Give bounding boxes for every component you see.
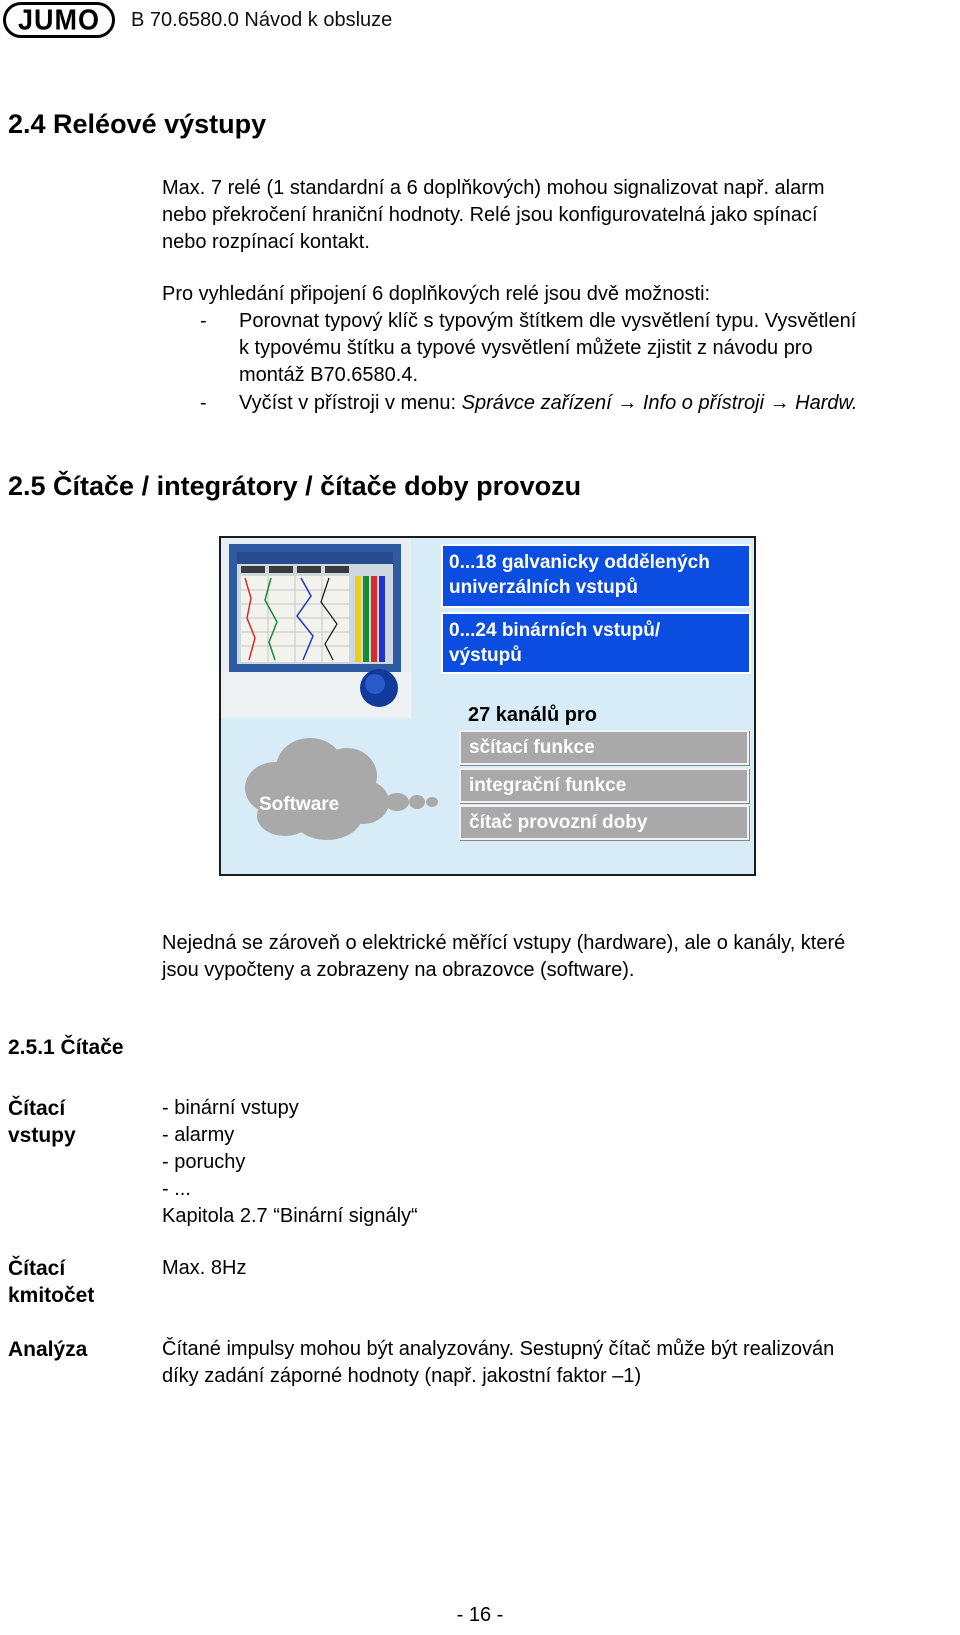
paragraph-line: nebo rozpínací kontakt. [162, 231, 370, 253]
label-line: Analýza [8, 1338, 88, 1361]
function-box-integration: integrační funkce [459, 768, 749, 803]
relay-description-paragraph [162, 175, 960, 256]
bullet-line: k typovému štítku a typové vysvětlení můžete zjistit z návodu pro [239, 337, 813, 359]
box-line: výstupů [449, 645, 522, 666]
value-counting-frequency [162, 1255, 960, 1282]
value-line: - ... [162, 1178, 191, 1200]
label-line: Čítací [8, 1097, 66, 1120]
binary-io-box [441, 612, 751, 674]
paragraph-line: Pro vyhledání připojení 6 doplňkových relé jsou dvě možnosti: [162, 283, 711, 305]
value-line: Max. 8Hz [162, 1257, 247, 1279]
label-counting-inputs [8, 1095, 76, 1149]
option-bullet-2 [200, 390, 960, 417]
option-bullet-1 [200, 308, 960, 389]
bullet-prefix: Vyčíst v přístroji v menu: [239, 392, 462, 414]
recorder-device-image [221, 538, 411, 718]
analog-inputs-box [441, 544, 751, 608]
menu-path-item: Správce zařízení [461, 392, 612, 414]
menu-path-item: Info o přístroji [642, 392, 765, 414]
bullet-dash: - [200, 310, 207, 332]
value-line: díky zadání záporné hodnoty (např. jakostní faktor –1) [162, 1365, 642, 1387]
function-box-operating-time: čítač provozní doby [459, 805, 749, 840]
box-line: 0...18 galvanicky oddělených [449, 552, 710, 573]
software-cloud-icon [235, 728, 455, 848]
bullet-line: montáž B70.6580.4. [239, 364, 419, 386]
paragraph-line: Nejedná se zároveň o elektrické měřící vstupy (hardware), ale o kanály, které [162, 932, 846, 954]
value-line: - poruchy [162, 1151, 246, 1173]
channels-label: 27 kanálů pro [468, 704, 597, 726]
bullet-line: Porovnat typový klíč s typovým štítkem dle vysvětlení typu. Vysvětlení [239, 310, 857, 332]
jumo-logo [3, 2, 115, 38]
paragraph-line: nebo překročení hraniční hodnoty. Relé jsou konfigurovatelná jako spínací [162, 204, 818, 226]
counters-diagram [219, 536, 756, 876]
value-line: - alarmy [162, 1124, 235, 1146]
value-line: Kapitola 2.7 “Binární signály“ [162, 1205, 418, 1227]
logo-text: JUMO [17, 3, 100, 36]
value-analysis [162, 1336, 960, 1390]
arrow-icon: → [769, 392, 790, 414]
label-line: vstupy [8, 1124, 76, 1147]
label-line: Čítací [8, 1257, 66, 1280]
paragraph-line: jsou vypočteny a zobrazeny na obrazovce (software). [162, 959, 635, 981]
document-title: B 70.6580.0 Návod k obsluze [131, 9, 393, 31]
section-2-5-1-heading: 2.5.1 Čítače [8, 1036, 124, 1059]
paragraph-line: Max. 7 relé (1 standardní a 6 doplňkových) mohou signalizovat např. alarm [162, 177, 825, 199]
bullet-dash: - [200, 392, 207, 414]
label-line: kmitočet [8, 1284, 95, 1307]
box-line: 0...24 binárních vstupů/ [449, 620, 661, 641]
arrow-icon: → [617, 392, 638, 414]
function-box-summing: sčítací funkce [459, 730, 749, 765]
section-2-5-heading: 2.5 Čítače / integrátory / čítače doby provozu [8, 471, 582, 501]
value-line: - binární vstupy [162, 1097, 299, 1119]
section-2-4-heading: 2.4 Reléové výstupy [8, 109, 267, 139]
value-line: Čítané impulsy mohou být analyzovány. Sestupný čítač může být realizován [162, 1338, 835, 1360]
label-counting-frequency [8, 1255, 94, 1309]
cloud-label: Software [259, 794, 340, 815]
options-intro-paragraph [162, 281, 960, 308]
software-note-paragraph [162, 930, 960, 984]
menu-path-item: Hardw. [795, 392, 858, 414]
box-line: univerzálních vstupů [449, 577, 638, 598]
value-counting-inputs [162, 1095, 960, 1230]
label-analysis [8, 1336, 87, 1363]
page-number: - 16 - [456, 1604, 504, 1626]
